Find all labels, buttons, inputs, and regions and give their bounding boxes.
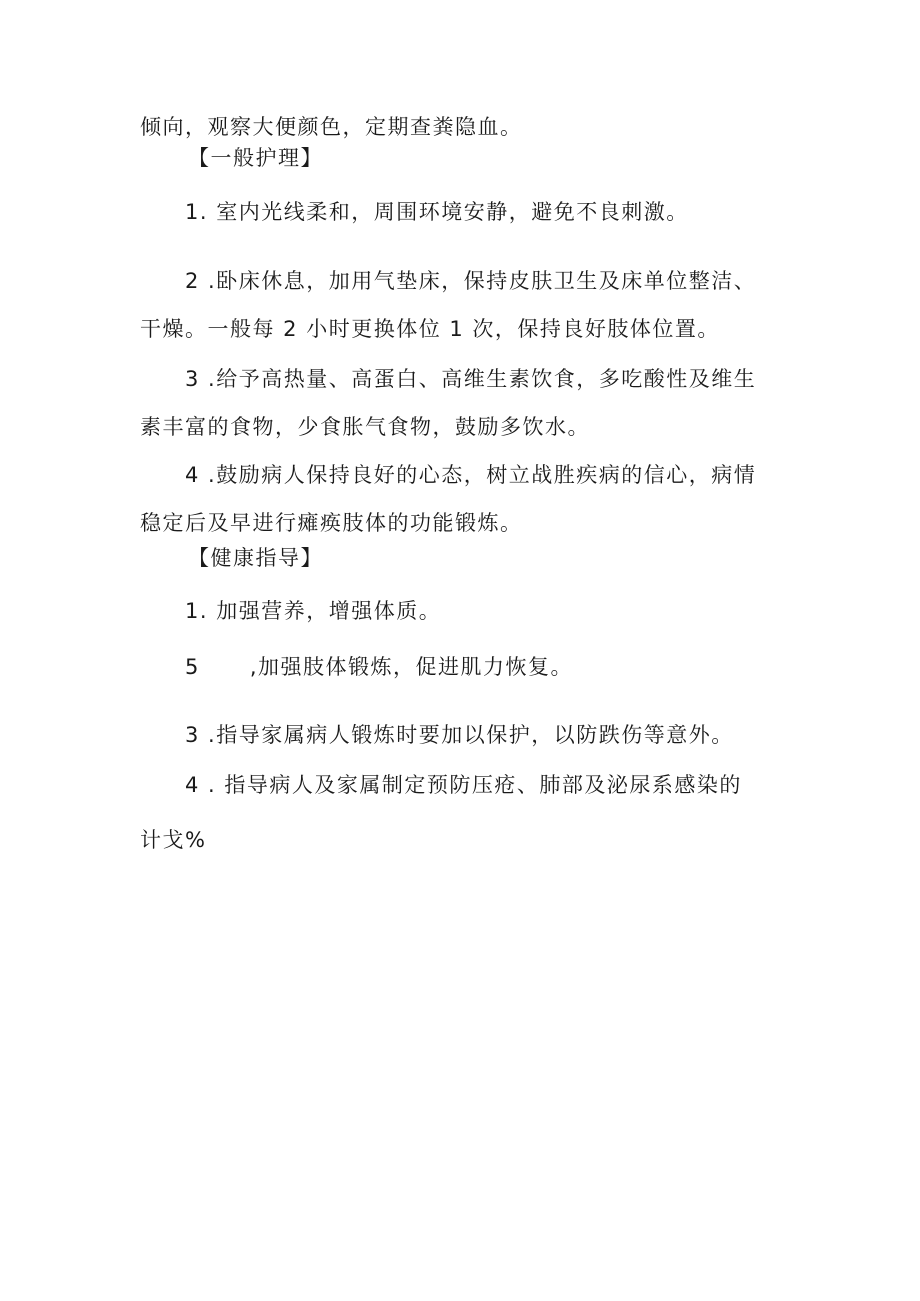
general-care-item-3-line-2: 素丰富的食物，少食胀气食物，鼓励多饮水。	[140, 415, 590, 439]
health-guidance-item-2	[185, 652, 573, 682]
health-guidance-item-2-text: ,加强肢体锻炼，促进肌力恢复。	[249, 655, 574, 679]
section-heading-health-guidance: 【健康指导】	[188, 546, 323, 570]
general-care-item-2-line-1: 2 .卧床休息，加用气垫床，保持皮肤卫生及床单位整洁、	[185, 269, 757, 293]
health-guidance-item-4-line-1: 4 . 指导病人及家属制定预防压疮、肺部及泌尿系感染的	[185, 773, 742, 797]
general-care-item-2-line-2: 干燥。一般每 2 小时更换体位 1 次，保持良好肢体位置。	[140, 317, 720, 341]
general-care-item-3-line-1: 3 .给予高热量、高蛋白、高维生素饮食，多吃酸性及维生	[185, 367, 757, 391]
health-guidance-item-4-line-2: 计戈%	[140, 828, 207, 852]
health-guidance-item-1: 1. 加强营养，增强体质。	[185, 599, 442, 623]
health-guidance-item-2-number: 5	[185, 655, 200, 679]
paragraph-continuation: 倾向，观察大便颜色，定期查粪隐血。	[140, 115, 523, 139]
general-care-item-4-line-2: 稳定后及早进行瘫痪肢体的功能锻炼。	[140, 511, 523, 535]
health-guidance-item-3: 3 .指导家属病人锻炼时要加以保护，以防跌伤等意外。	[185, 723, 734, 747]
general-care-item-1: 1. 室内光线柔和，周围环境安静，避免不良刺激。	[185, 200, 689, 224]
general-care-item-4-line-1: 4 .鼓励病人保持良好的心态，树立战胜疾病的信心，病情	[185, 463, 757, 487]
section-heading-general-care: 【一般护理】	[188, 146, 323, 170]
